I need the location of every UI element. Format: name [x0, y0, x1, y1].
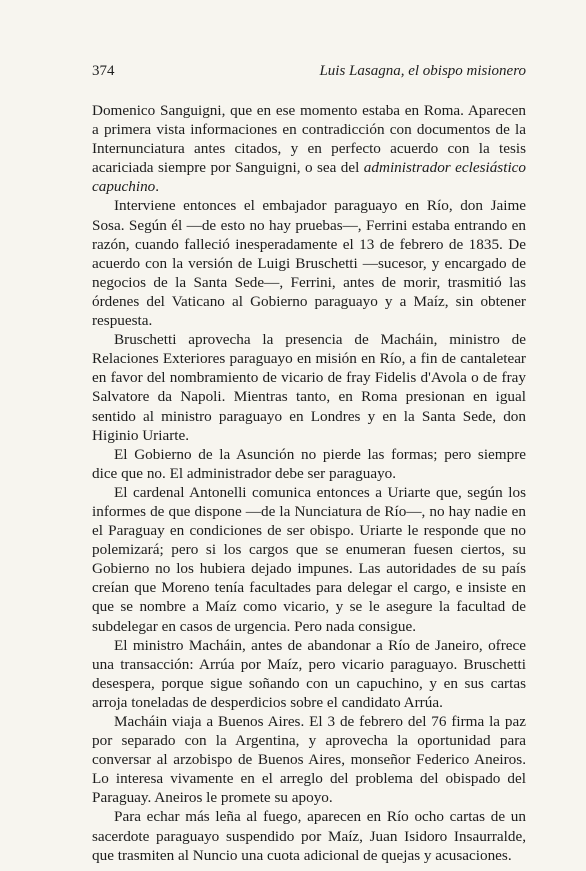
italic-phrase: administrador eclesiástico capuchino — [92, 159, 526, 196]
page-header — [92, 63, 526, 85]
body-text — [92, 101, 526, 865]
paragraph-5: El cardenal Antonelli comunica entonces a Uriarte que, según los informes de que dispone —de la Nunciatura de Río—, no hay nadie en el Paraguay en condiciones de ser obispo. Uriarte le responde que no polemizará; pero si los cargos que se enumeran fuesen ciertos, su Gobierno no los hubiera dejado impunes. Las autoridades de su país creían que Moreno tenía facultades para delegar el cargo, e insiste en que se nombre a Maíz como vicario, y se le asegure la facultad de subdelegar en casos de urgencia. Pero nada consigue. — [92, 483, 526, 635]
paragraph-7: Macháin viaja a Buenos Aires. El 3 de febrero del 76 firma la paz por separado con la Argentina, y aprovecha la oportunidad para conversar al arzobispo de Buenos Aires, monseñor Federico Aneiros. Lo interesa vivamente en el arreglo del problema del obispado del Paraguay. Aneiros le promete su apoyo. — [92, 713, 526, 807]
paragraph-8: Para echar más leña al fuego, aparecen en Río ocho cartas de un sacerdote paraguayo suspendido por Maíz, Juan Isidoro Insaurralde, que trasmiten al Nuncio una cuota adicional de quejas y acusaciones. — [92, 808, 526, 864]
page-number: 374 — [92, 63, 115, 79]
paragraph-1: Domenico Sanguigni, que en ese momento estaba en Roma. Aparecen a primera vista informaciones en contradicción con documentos de la Internunciatura antes citados, y en perfecto acuerdo con la tesis acariciada siempre por Sanguigni, o sea del administrador eclesiástico capuchino. — [92, 102, 526, 196]
running-title: Luis Lasagna, el obispo misionero — [319, 63, 526, 79]
paragraph-3: Bruschetti aprovecha la presencia de Macháin, ministro de Relaciones Exteriores paraguayo en misión en Río, a fin de cantaletear en favor del nombramiento de vicario de fray Fidelis d'Avola o de fray Salvatore da Napoli. Mientras tanto, en Roma presionan en igual sentido al ministro paraguayo en Londres y en la Santa Sede, don Higinio Uriarte. — [92, 331, 526, 444]
paragraph-4: El Gobierno de la Asunción no pierde las formas; pero siempre dice que no. El administrador debe ser paraguayo. — [92, 445, 526, 482]
paragraph-6: El ministro Macháin, antes de abandonar a Río de Janeiro, ofrece una transacción: Arrúa por Maíz, pero vicario paraguayo. Bruschetti desespera, porque sigue soñando con un capuchino, y en sus cartas arroja toneladas de desperdicios sobre el candidato Arrúa. — [92, 636, 526, 711]
paragraph-2: Interviene entonces el embajador paraguayo en Río, don Jaime Sosa. Según él —de esto no hay pruebas—, Ferrini estaba entrando en razón, cuando falleció inesperadamente el 13 de febrero de 1835. De acuerdo con la versión de Luigi Bruschetti —sucesor, y encargado de negocios de la Santa Sede—, Ferrini, antes de morir, trasmitió las órdenes del Vaticano al Gobierno paraguayo y a Maíz, sin obtener respuesta. — [92, 197, 526, 330]
